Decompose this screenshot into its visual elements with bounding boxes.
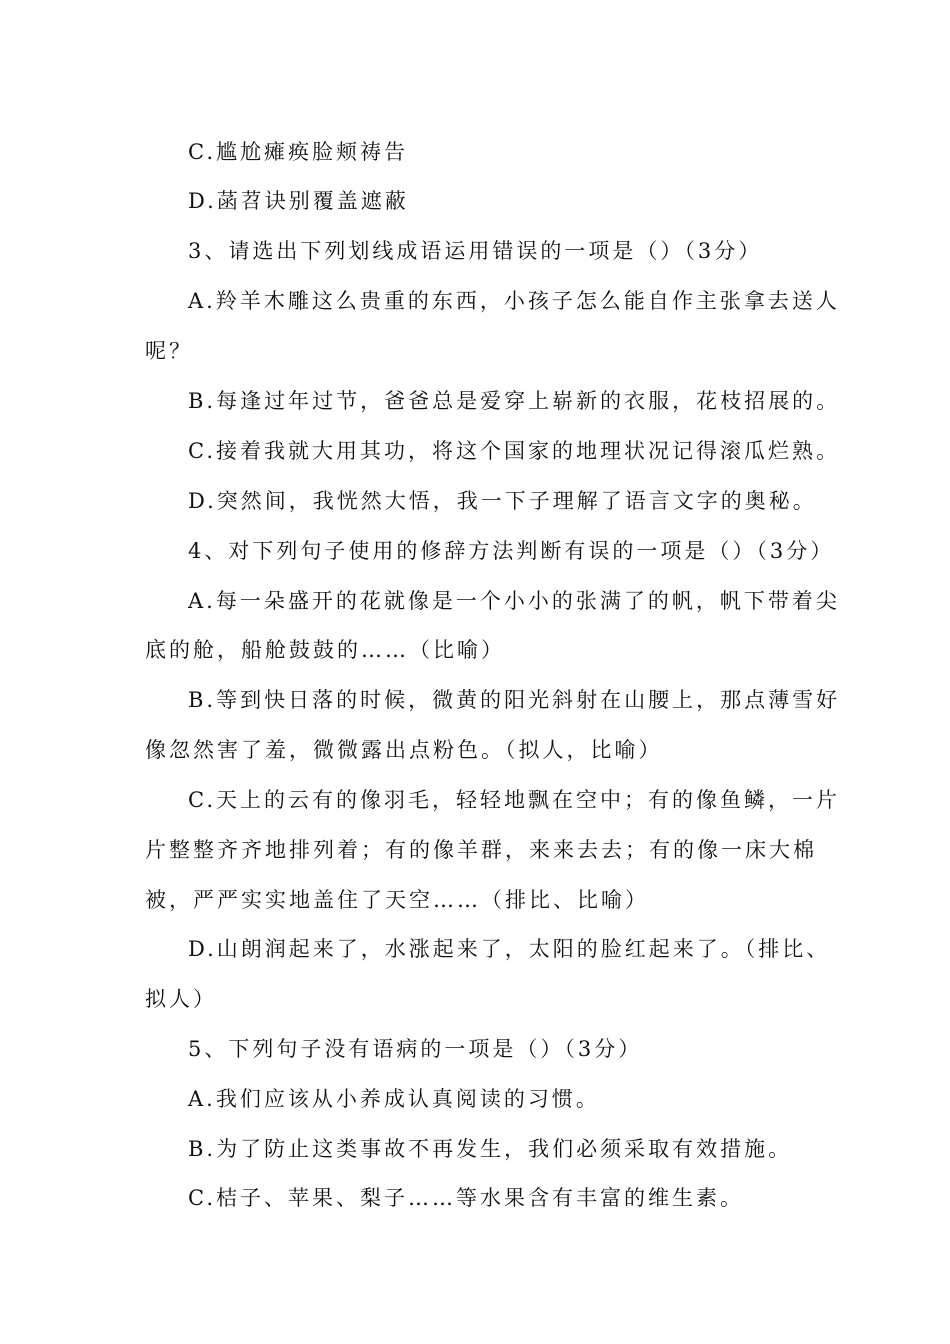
- question-4: 4、对下列句子使用的修辞方法判断有误的一项是（）（3分）: [188, 539, 835, 563]
- option-c-q4-cont2: 被，严严实实地盖住了天空……（排比、比喻）: [145, 888, 649, 912]
- question-5: 5、下列句子没有语病的一项是（）（3分）: [188, 1037, 643, 1061]
- option-b-q4-cont: 像忽然害了羞，微微露出点粉色。（拟人，比喻）: [145, 738, 663, 762]
- option-a-q4-cont: 底的舱，船舱鼓鼓的……（比喻）: [145, 638, 505, 662]
- option-a-q3: A.羚羊木雕这么贵重的东西，小孩子怎么能自作主张拿去送人: [188, 289, 840, 313]
- option-c-q3: C.接着我就大用其功，将这个国家的地理状况记得滚瓜烂熟。: [188, 439, 840, 463]
- question-3: 3、请选出下列划线成语运用错误的一项是（）（3分）: [188, 239, 763, 263]
- option-c-q4: C.天上的云有的像羽毛，轻轻地飘在空中；有的像鱼鳞，一片: [188, 788, 840, 812]
- option-c-q4-cont1: 片整整齐齐地排列着；有的像羊群，来来去去；有的像一床大棉: [145, 838, 817, 862]
- option-d-q3: D.突然间，我恍然大悟，我一下子理解了语言文字的奥秘。: [188, 489, 817, 513]
- option-b-q5: B.为了防止这类事故不再发生，我们必须采取有效措施。: [188, 1137, 793, 1161]
- option-d-q4: D.山朗润起来了，水涨起来了，太阳的脸红起来了。（排比、: [188, 937, 831, 961]
- option-c-q5: C.桔子、苹果、梨子……等水果含有丰富的维生素。: [188, 1186, 744, 1210]
- option-b-q4: B.等到快日落的时候，微黄的阳光斜射在山腰上，那点薄雪好: [188, 688, 841, 712]
- option-d-q4-cont: 拟人）: [145, 987, 217, 1011]
- option-c-q2: C.尴尬瘫痪脸颊祷告: [188, 140, 408, 164]
- option-a-q3-cont: 呢？: [145, 339, 193, 363]
- option-a-q4: A.每一朵盛开的花就像是一个小小的张满了的帆，帆下带着尖: [188, 589, 840, 613]
- option-b-q3: B.每逢过年过节，爸爸总是爱穿上崭新的衣服，花枝招展的。: [188, 389, 841, 413]
- option-a-q5: A.我们应该从小养成认真阅读的习惯。: [188, 1087, 600, 1111]
- option-d-q2: D.菡苕诀别覆盖遮蔽: [188, 189, 409, 213]
